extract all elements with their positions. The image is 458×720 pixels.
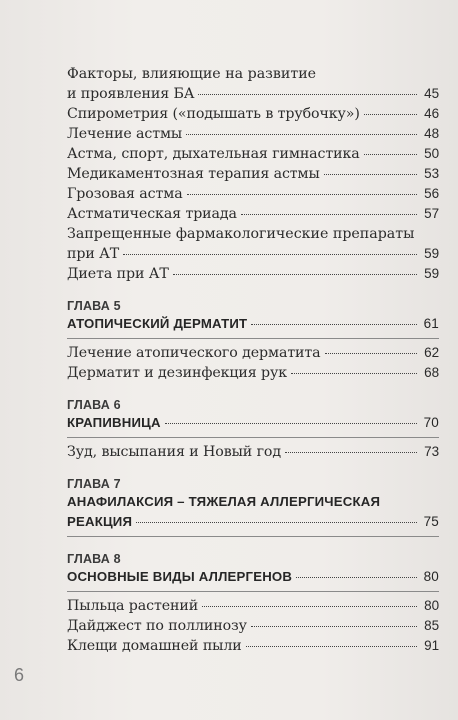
leader-dots [136, 521, 417, 523]
leader-dots [364, 153, 417, 155]
leader-dots [198, 93, 417, 95]
toc-page-number: 75 [423, 514, 439, 529]
toc-entry [67, 264, 439, 284]
chapter-title-text: АНАФИЛАКСИЯ – ТЯЖЕЛАЯ АЛЛЕРГИЧЕСКАЯ [67, 494, 381, 509]
toc-page-number: 45 [424, 86, 439, 101]
leader-dots [123, 253, 417, 255]
toc-entry-text-line: Факторы, влияющие на развитие [67, 66, 317, 82]
toc-page-number: 56 [424, 186, 439, 201]
toc-entry-text: Астма, спорт, дыхательная гимнастика [67, 146, 360, 162]
toc-entry-text: Лечение атопического дерматита [67, 345, 321, 361]
toc-entry-text: Зуд, высыпания и Новый год [67, 444, 281, 460]
leader-dots [173, 273, 417, 275]
toc-page-number: 48 [424, 126, 439, 141]
toc-entry [67, 164, 439, 184]
toc-entry-text: Дерматит и дезинфекция рук [67, 365, 288, 381]
toc-entry [67, 124, 439, 144]
toc-entry-text: Диета при АТ [67, 266, 169, 282]
divider [67, 338, 439, 339]
toc-entry [67, 442, 439, 462]
leader-dots [296, 576, 417, 578]
toc-entry [67, 596, 439, 616]
toc-entry [67, 616, 439, 636]
chapter-title [67, 314, 439, 334]
leader-dots [165, 422, 417, 424]
chapter-title-text: КРАПИВНИЦА [67, 415, 161, 430]
divider [67, 591, 439, 592]
chapter-title-line [67, 492, 439, 512]
toc-entry [67, 343, 439, 363]
chapter-title-text: РЕАКЦИЯ [67, 514, 133, 529]
toc-entry-text: Медикаментозная терапия астмы [67, 166, 320, 182]
toc-entry [67, 184, 439, 204]
toc-entry-text-line: при АТ [67, 246, 120, 262]
leader-dots [325, 352, 417, 354]
toc-entry-text: Спирометрия («подышать в трубочку») [67, 106, 360, 122]
toc-page-number: 68 [424, 365, 439, 380]
toc-entry [67, 64, 439, 104]
toc-page-number: 59 [424, 266, 439, 281]
toc-page-number: 80 [423, 569, 439, 584]
toc-entry-text: Пыльца растений [67, 598, 199, 614]
toc-page-number: 62 [424, 345, 439, 360]
toc-page-number: 73 [424, 444, 439, 459]
chapter-label: ГЛАВА 8 [67, 552, 121, 566]
chapter-title-text: ОСНОВНЫЕ ВИДЫ АЛЛЕРГЕНОВ [67, 569, 293, 584]
toc-entry [67, 104, 439, 124]
leader-dots [324, 173, 417, 175]
toc-page-number: 50 [424, 146, 439, 161]
leader-dots [364, 113, 417, 115]
page-number: 6 [14, 665, 25, 685]
chapter-title [67, 567, 439, 587]
toc-page-number: 46 [424, 106, 439, 121]
leader-dots [187, 193, 417, 195]
toc-entry-text: Лечение астмы [67, 126, 183, 142]
toc-entry-text: Клещи домашней пыли [67, 638, 242, 654]
toc-entry-text-line: и проявления БА [67, 86, 195, 102]
chapter-label: ГЛАВА 5 [67, 299, 121, 313]
chapter-title-text: АТОПИЧЕСКИЙ ДЕРМАТИТ [67, 316, 248, 331]
toc-page-number: 70 [423, 415, 439, 430]
toc-entry-text: Дайджест по поллинозу [67, 618, 247, 634]
divider [67, 437, 439, 438]
toc-page-number: 53 [424, 166, 439, 181]
toc-entry [67, 363, 439, 383]
toc-page-number: 80 [424, 598, 439, 613]
toc-page-number: 57 [424, 206, 439, 221]
chapter-label: ГЛАВА 7 [67, 477, 121, 491]
leader-dots [241, 213, 417, 215]
toc-page-number: 59 [424, 246, 439, 261]
toc-entry-text-line: Запрещенные фармакологические препараты [67, 226, 415, 242]
chapter-title [67, 512, 439, 532]
toc-entry-text: Грозовая астма [67, 186, 183, 202]
toc-page-number: 61 [423, 316, 439, 331]
toc-page-number: 85 [424, 618, 439, 633]
leader-dots [285, 451, 417, 453]
toc-entry-text: Астматическая триада [67, 206, 237, 222]
divider [67, 536, 439, 537]
toc-page-number: 91 [424, 638, 439, 653]
table-of-contents [67, 64, 439, 656]
toc-entry [67, 224, 439, 264]
chapter-label: ГЛАВА 6 [67, 398, 121, 412]
chapter-title [67, 413, 439, 433]
leader-dots [251, 323, 417, 325]
toc-entry [67, 636, 439, 656]
toc-entry [67, 204, 439, 224]
leader-dots [186, 133, 417, 135]
leader-dots [251, 625, 417, 627]
toc-entry [67, 144, 439, 164]
leader-dots [246, 645, 417, 647]
leader-dots [202, 605, 417, 607]
leader-dots [291, 372, 417, 374]
